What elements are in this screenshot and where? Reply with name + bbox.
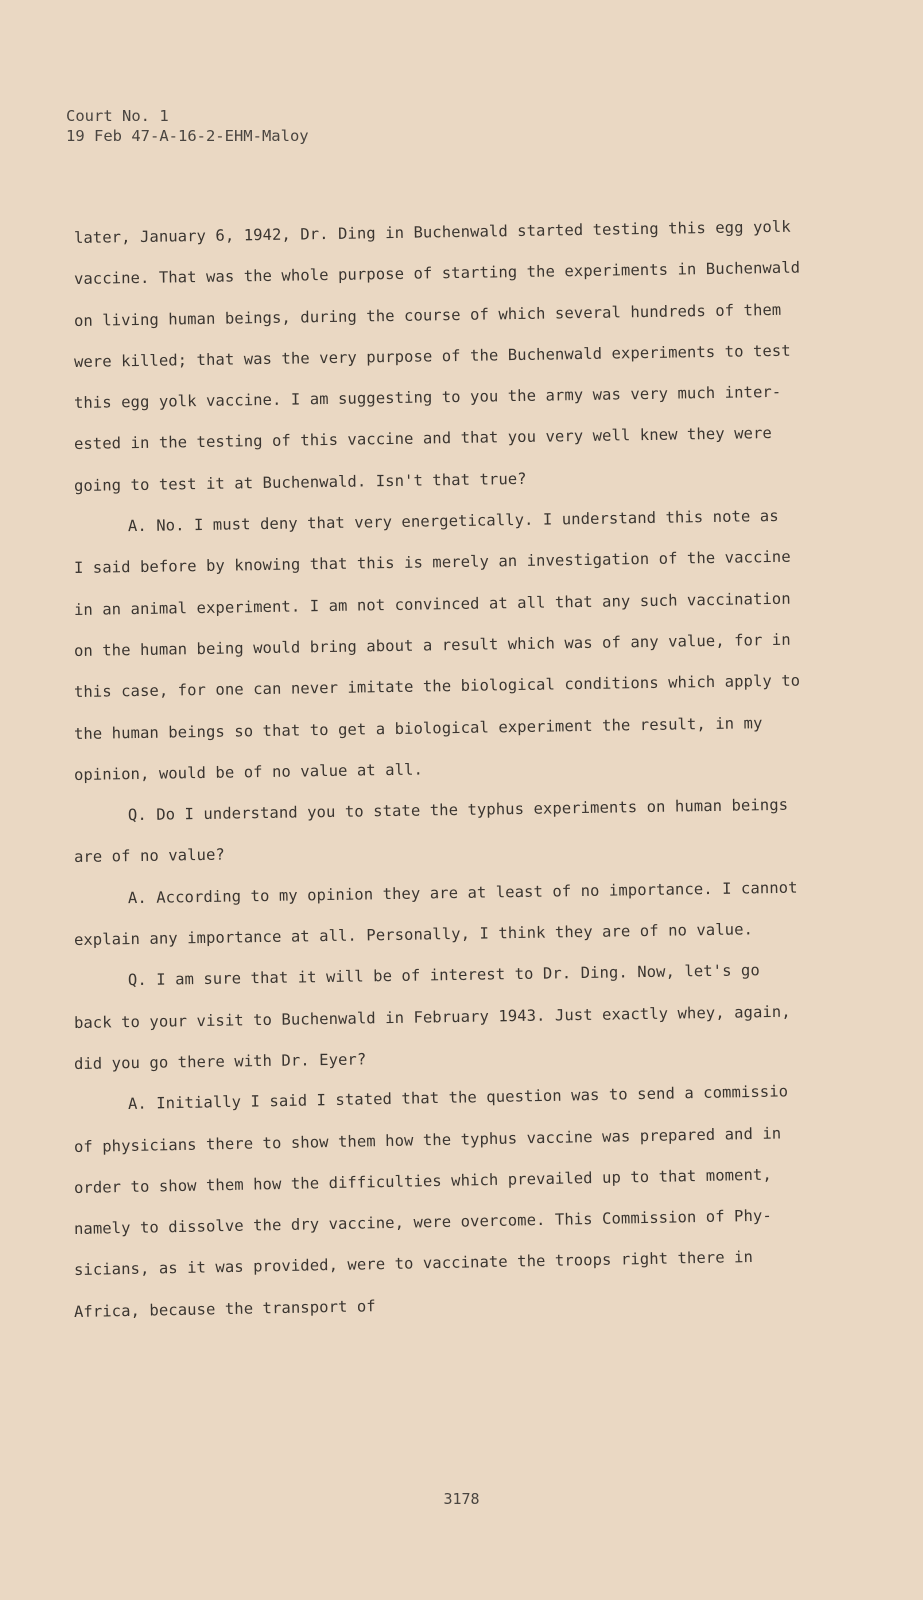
transcript-line: opinion, would be of no value at all.	[73, 760, 424, 784]
page-number: 3178	[443, 1490, 480, 1508]
transcript-line: A. No. I must deny that very energetically. I understand this note as	[127, 507, 779, 536]
transcript-line: Q. I am sure that it will be of interest to Dr. Ding. Now, let's go	[127, 961, 760, 990]
transcript-line: Africa, because the transport of	[73, 1296, 376, 1321]
court-label: Court No. 1	[66, 107, 169, 125]
transcript-line: Q. Do I understand you to state the typhus experiments on human beings	[127, 795, 789, 825]
transcript-line: later, January 6, 1942, Dr. Ding in Buchenwald started testing this egg yolk	[73, 217, 791, 247]
transcript-line: on living human beings, during the course of which several hundreds of them	[73, 300, 782, 330]
transcript-line: vaccine. That was the whole purpose of starting the experiments in Buchenwald	[73, 258, 801, 289]
transcript-line: on the human being would bring about a result which was of any value, for in	[73, 630, 791, 660]
transcript-line: the human beings so that to get a biological experiment the result, in my	[73, 713, 763, 743]
transcript-line: A. Initially I said I stated that the question was to send a commissio	[127, 1082, 789, 1114]
transcript-line: I said before by knowing that this is merely an investigation of the vaccine	[73, 548, 791, 578]
transcript-line: back to your visit to Buchenwald in February 1943. Just exactly whey, again,	[73, 1002, 791, 1032]
transcript-line: explain any importance at all. Personally, I think they are of no value.	[73, 920, 754, 950]
transcript-line: were killed; that was the very purpose of the Buchenwald experiments to test	[73, 341, 791, 371]
transcript-line: did you go there with Dr. Eyer?	[73, 1050, 367, 1073]
transcript-line: namely to dissolve the dry vaccine, were overcome. This Commission of Phy-	[73, 1206, 772, 1239]
transcript-line: A. According to my opinion they are at least of no importance. I cannot	[127, 878, 798, 907]
transcript-line: ested in the testing of this vaccine and that you very well knew they were	[73, 424, 772, 454]
reference-line: 19 Feb 47-A-16-2-EHM-Maloy	[66, 127, 309, 145]
document-header	[66, 106, 309, 146]
transcript-line: sicians, as it was provided, were to vaccinate the troops right there in	[73, 1248, 754, 1280]
transcript-line: of physicians there to show them how the typhus vaccine was prepared and in	[73, 1123, 782, 1156]
transcript-line: order to show them how the difficulties which prevailed up to that moment,	[73, 1165, 772, 1197]
transcript-body	[74, 218, 874, 1333]
transcript-line: this case, for one can never imitate the biological conditions which apply to	[73, 671, 801, 702]
transcript-line: in an animal experiment. I am not convinced at all that any such vaccination	[73, 589, 791, 619]
transcript-line: this egg yolk vaccine. I am suggesting to you the army was very much inter-	[73, 383, 782, 413]
transcript-line: going to test it at Buchenwald. Isn't that true?	[73, 469, 527, 495]
transcript-line: are of no value?	[73, 846, 226, 867]
